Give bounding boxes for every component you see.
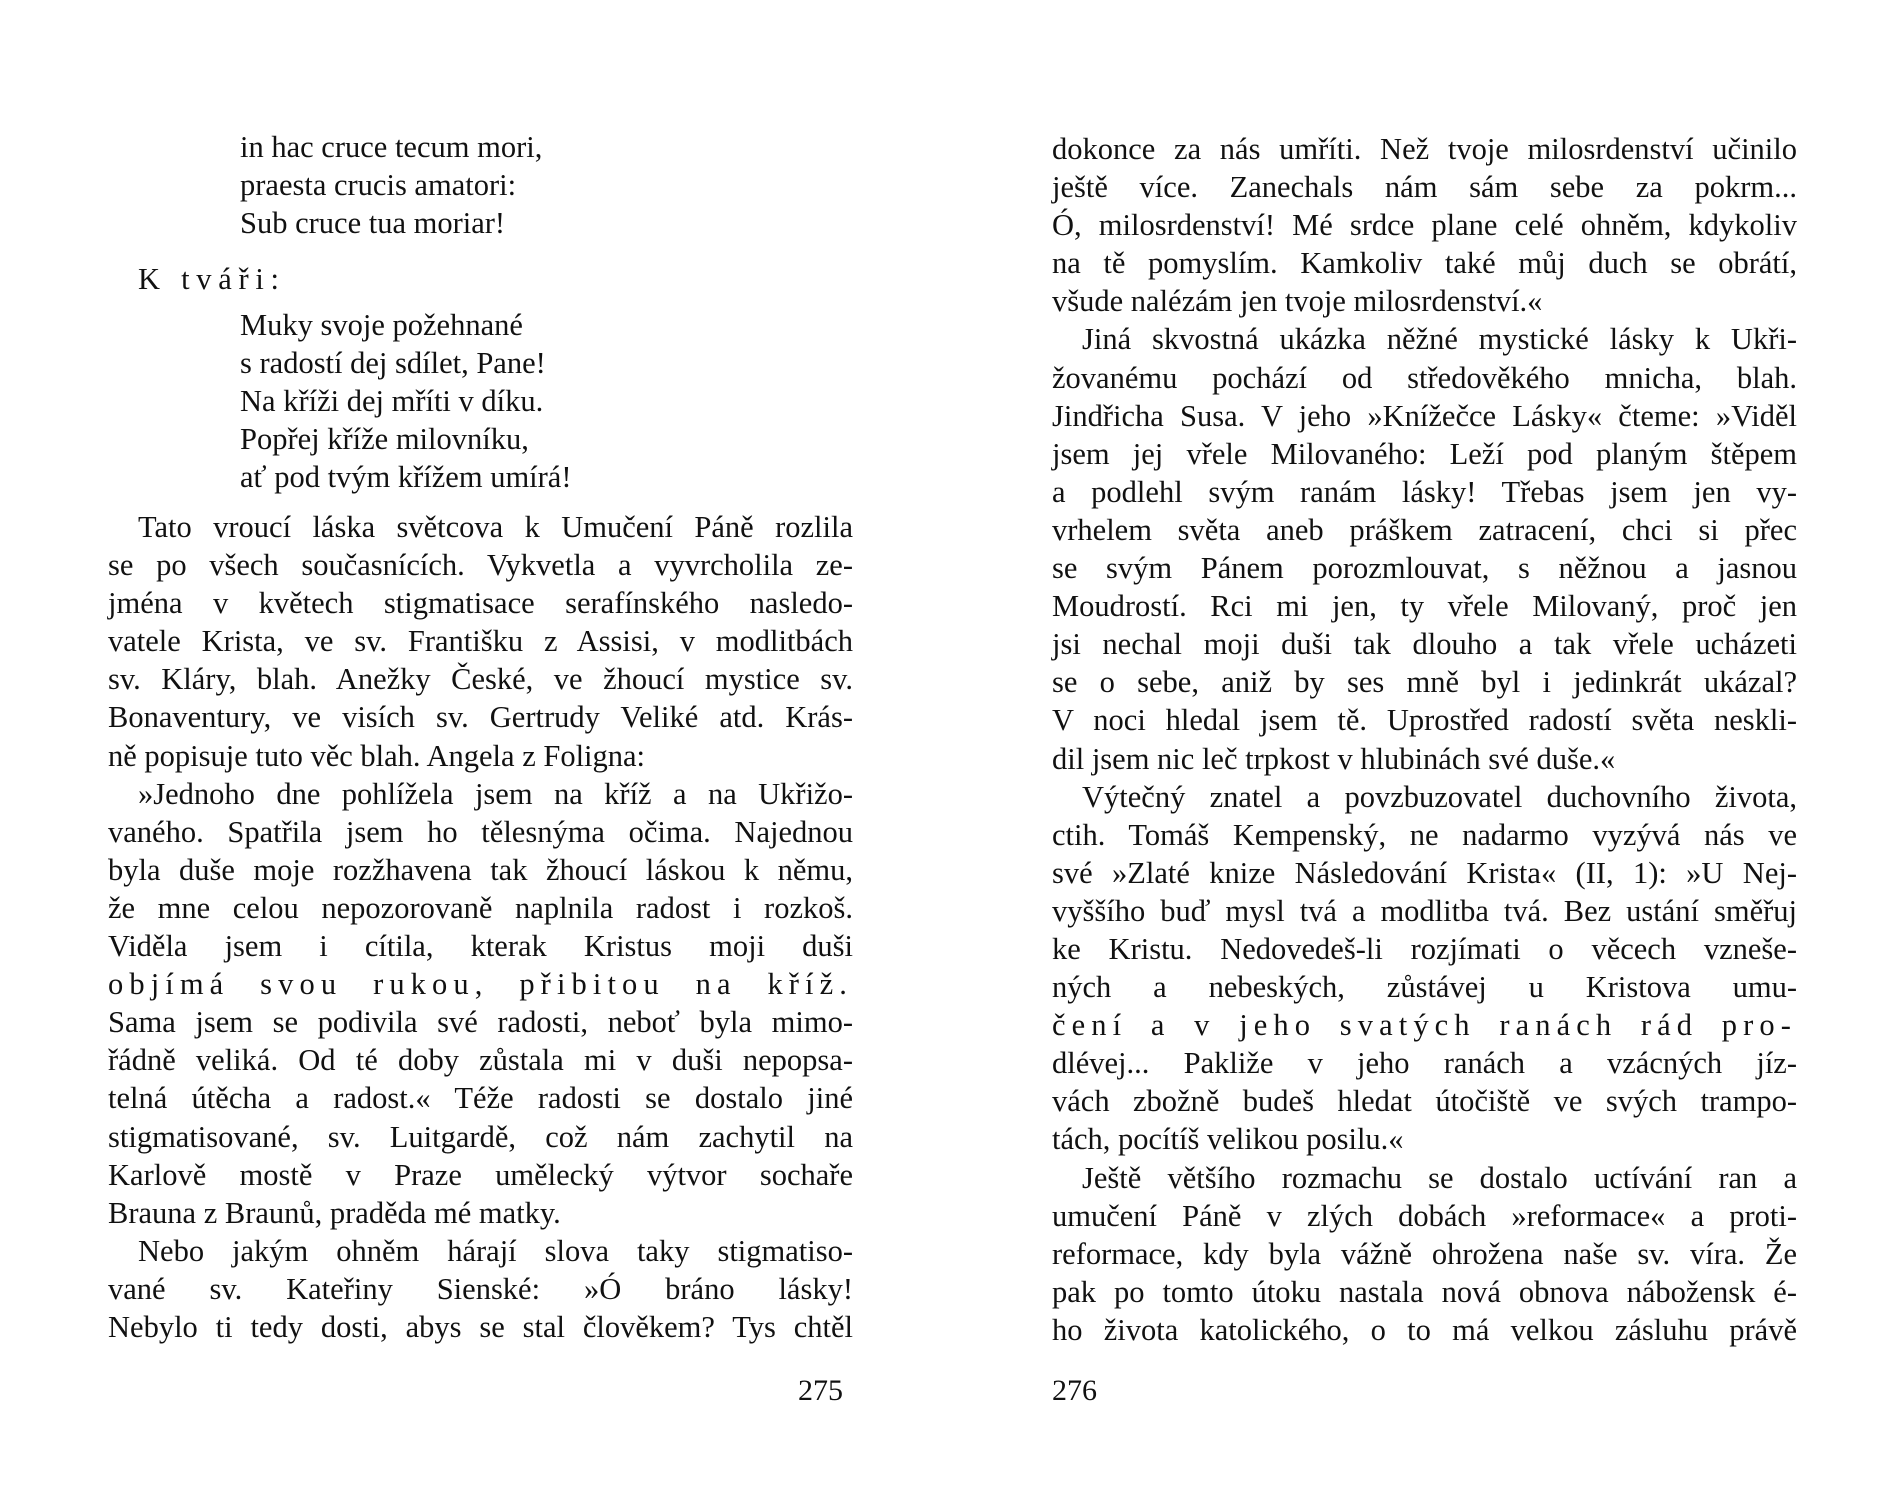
text-line: Brauna z Braunů, praděda mé matky. (108, 1195, 561, 1230)
text-line: V noci hledal jsem tě. Uprostřed radostí světa neskli- (1052, 703, 1797, 738)
text-line: čení a v jeho svatých ranách rád pro- (1052, 1008, 1797, 1043)
text-line: Nebylo ti tedy dosti, abys se stal člověkem? Tys chtěl (108, 1309, 853, 1344)
text-line: dokonce za nás umříti. Než tvoje milosrdenství učinilo (1052, 132, 1797, 166)
text-line: Viděla jsem i cítila, kterak Kristus moji duši (108, 929, 853, 964)
page-number: 275 (798, 1374, 843, 1407)
text-line: se po všech současnících. Vykvetla a vyvrcholila ze- (108, 548, 853, 583)
text-line: stigmatisované, sv. Luitgardě, což nám zachytil na (108, 1119, 853, 1154)
text-line: se o sebe, aniž by ses mně byl i jedinkrát ukázal? (1052, 665, 1797, 700)
text-line: reformace, kdy byla vážně ohrožena naše sv. víra. Že (1052, 1236, 1797, 1271)
text-line: ke Kristu. Nedovedeš-li rozjímati o věcech vznešе- (1052, 931, 1797, 966)
text-line: Tato vroucí láska světcova k Umučení Páně rozlila (138, 510, 853, 544)
text-line: jsem jej vřele Milovaného: Leží pod planým štěpem (1052, 436, 1797, 471)
text-line: ně popisuje tuto věc blah. Angela z Foligna: (108, 738, 646, 773)
text-line: Jindřicha Susa. V jeho »Knížečce Lásky« čteme: »Viděl (1052, 398, 1797, 433)
text-line: Ještě většího rozmachu se dostalo uctívání ran a (1082, 1160, 1797, 1195)
left-prose (108, 508, 853, 1346)
latin-verse (240, 128, 542, 242)
text-line: objímá svou rukou, přibitou na kříž. (108, 967, 853, 1002)
text-line: Jiná skvostná ukázka něžné mystické lásky k Ukři- (1082, 322, 1797, 357)
text-line: ných a nebeských, zůstávej u Kristova umu- (1052, 970, 1797, 1005)
text-line: Karlově mostě v Praze umělecký výtvor sochaře (108, 1157, 853, 1192)
text-line: jsi nechal moji duši tak dlouho a tak vřele ucházeti (1052, 627, 1797, 662)
verse-line: Muky svoje požehnané (240, 308, 523, 342)
text-line: a podlehl svým ranám lásky! Třebas jsem jen vy- (1052, 474, 1797, 509)
text-line: vaného. Spatřila jsem ho tělesnýma očima. Najednou (108, 814, 853, 849)
text-line: Ó, milosrdenství! Mé srdce plane celé ohněm, kdykoliv (1052, 208, 1797, 243)
text-line: ho života katolického, o to má velkou zásluhu právě (1052, 1312, 1797, 1347)
text-line: žovanému pochází od středověkého mnicha, blah. (1052, 360, 1797, 395)
verse-line: Popřej kříže milovníku, (240, 422, 529, 457)
left-page (108, 0, 853, 1500)
text-line: na tě pomyslím. Kamkoliv také můj duch se obrátí, (1052, 246, 1797, 281)
verse-line: ať pod tvým křížem umírá! (240, 460, 572, 495)
right-prose (1052, 130, 1797, 1349)
verse-heading: K tváři: (138, 262, 286, 296)
text-line: vatele Krista, ve sv. Františku z Assisi, v modlitbách (108, 624, 853, 659)
verse-line: s radostí dej sdílet, Pane! (240, 346, 546, 381)
verse-line: Na kříži dej mříti v díku. (240, 384, 544, 419)
text-line: »Jednoho dne pohlížela jsem na kříž a na Ukřižo- (138, 776, 853, 811)
text-line: se svým Pánem porozmlouvat, s něžnou a jasnou (1052, 551, 1797, 586)
text-line: dil jsem nic leč trpkost v hlubinách své duše.« (1052, 741, 1616, 776)
text-line: byla duše moje rozžhavena tak žhoucí láskou k němu, (108, 852, 853, 887)
verse-line: Sub cruce tua moriar! (240, 206, 506, 241)
text-line: vrhelem světa aneb práškem zatracení, chci si přec (1052, 512, 1797, 547)
text-line: dlévej... Pakliže v jeho ranách a vzácných jíz- (1052, 1046, 1797, 1081)
text-line: všude nalézám jen tvoje milosrdenství.« (1052, 284, 1543, 319)
verse-line: praesta crucis amatori: (240, 168, 517, 203)
text-line: Bonaventury, ve visích sv. Gertrudy Veliké atd. Krás- (108, 700, 853, 735)
text-line: tách, pocítíš velikou posilu.« (1052, 1122, 1404, 1157)
text-line: Výtečný znatel a povzbuzovatel duchovního života, (1082, 779, 1797, 814)
text-line: že mne celou nepozorovaně naplnila radost i rozkoš. (108, 890, 853, 925)
czech-verse (240, 306, 572, 496)
text-line: pak po tomto útoku nastala nová obnova nábožensk é- (1052, 1274, 1797, 1309)
text-line: telná útěcha a radost.« Téže radosti se dostalo jiné (108, 1081, 853, 1116)
text-line: umučení Páně v zlých dobách »reformace« a proti- (1052, 1198, 1797, 1233)
text-line: vyššího buď mysl tvá a modlitba tvá. Bez ustání směřuj (1052, 893, 1797, 928)
text-line: sv. Kláry, blah. Anežky České, ve žhoucí mystice sv. (108, 662, 853, 697)
page-number: 276 (1052, 1374, 1097, 1407)
text-line: ještě více. Zanechals nám sám sebe za pokrm... (1052, 170, 1797, 205)
text-line: Sama jsem se podivila své radosti, neboť byla mimo- (108, 1005, 853, 1040)
text-line: ctih. Tomáš Kempenský, ne nadarmo vyzývá nás ve (1052, 817, 1797, 852)
text-line: své »Zlaté knize Následování Krista« (II, 1): »U Nej- (1052, 855, 1797, 890)
text-line: vané sv. Kateřiny Sienské: »Ó bráno lásky! (108, 1271, 853, 1306)
verse-line: in hac cruce tecum mori, (240, 130, 543, 164)
text-line: Nebo jakým ohněm hárají slova taky stigmatiso- (138, 1233, 853, 1268)
text-line: řádně veliká. Od té doby zůstala mi v duši nepopsa- (108, 1043, 853, 1078)
text-line: Moudrostí. Rci mi jen, ty vřele Milovaný, proč jen (1052, 589, 1797, 624)
text-line: vách zbožně budeš hledat útočiště ve svých trampo- (1052, 1084, 1797, 1119)
text-line: jména v květech stigmatisace serafínského nasledo- (108, 586, 853, 621)
right-page (1052, 0, 1797, 1500)
